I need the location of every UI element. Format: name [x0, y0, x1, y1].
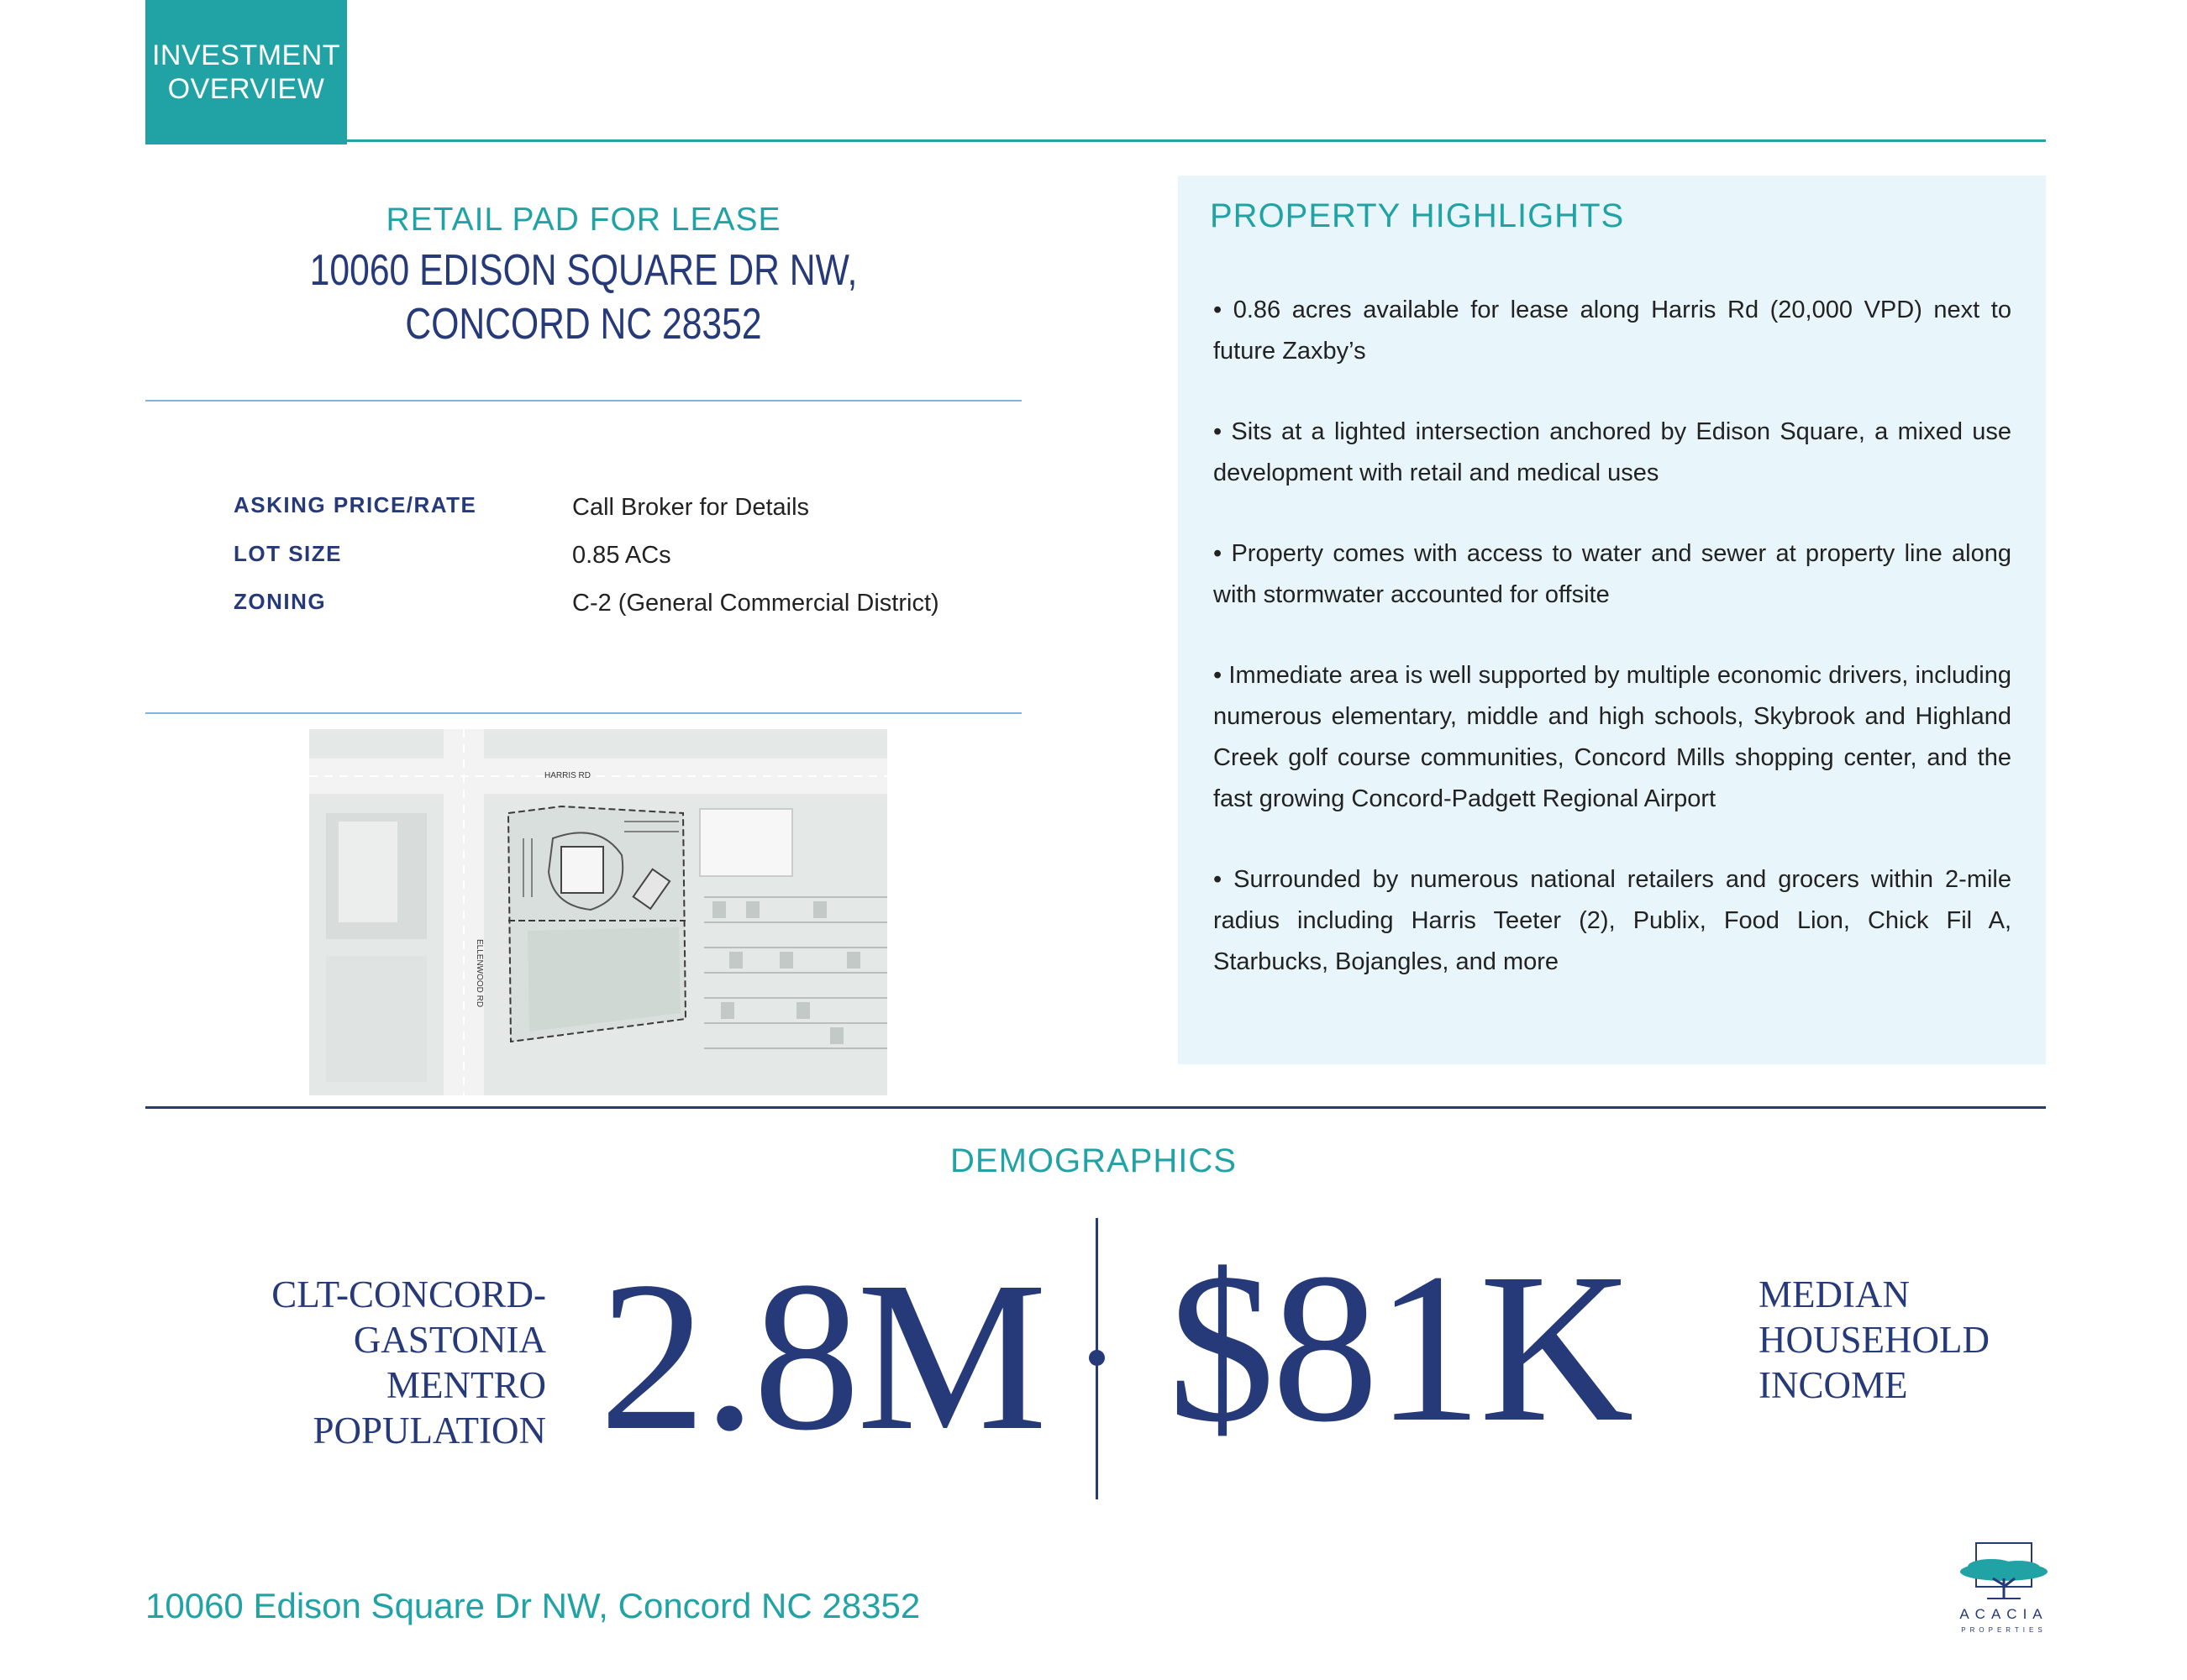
divider-top: [145, 400, 1022, 402]
spec-value-price: Call Broker for Details: [572, 494, 810, 521]
income-value: $81K: [1168, 1230, 1631, 1467]
highlights-list: [1213, 290, 2011, 1022]
population-value: 2.8M: [599, 1238, 1044, 1475]
section-divider: [145, 1106, 2046, 1109]
spec-value-lot-size: 0.85 ACs: [572, 542, 671, 569]
income-label: [1759, 1272, 1990, 1408]
section-tab-line2: OVERVIEW: [167, 73, 325, 105]
road-label-harris: HARRIS RD: [544, 771, 591, 780]
income-label-line: MEDIAN: [1759, 1273, 1910, 1315]
footer-address: 10060 Edison Square Dr NW, Concord NC 28352: [145, 1586, 921, 1625]
road-label-ellenwood: ELLENWOOD RD: [475, 939, 484, 1008]
spec-label-lot-size: LOT SIZE: [234, 541, 342, 566]
highlight-item: • Sits at a lighted intersection anchored by Edison Square, a mixed use development with retail and medical uses: [1213, 418, 2011, 486]
highlights-title: PROPERTY HIGHLIGHTS: [1210, 197, 1625, 234]
site-plan-aerial: [309, 729, 887, 1095]
header-rule: [347, 139, 2046, 142]
population-label-line: MENTRO: [386, 1364, 546, 1406]
section-tab-line1: INVESTMENT: [151, 39, 341, 71]
section-tab: [145, 0, 347, 144]
highlight-item: • Immediate area is well supported by multiple economic drivers, including numerous elementary, middle and high schools, Skybrook and Highland Creek golf course communities, Concord Mills shopping center, and the fast growing Concord-Padgett Regional Airport: [1213, 662, 2011, 812]
stat-divider-dot: [1089, 1350, 1105, 1366]
population-label: [210, 1272, 546, 1453]
proposed-building: [561, 847, 603, 893]
existing-building: [700, 809, 792, 876]
highlight-item: • Property comes with access to water and sewer at property line along with stormwater accounted for offsite: [1213, 540, 2011, 608]
income-label-line: INCOME: [1759, 1364, 1908, 1406]
address-line2: CONCORD NC 28352: [405, 300, 762, 349]
listing-type: RETAIL PAD FOR LEASE: [386, 202, 781, 238]
highlight-item: • 0.86 acres available for lease along Harris Rd (20,000 VPD) next to future Zaxby’s: [1213, 297, 2011, 365]
spec-label-zoning: ZONING: [234, 589, 327, 614]
acacia-logo: [1941, 1541, 2067, 1638]
demographics-title: DEMOGRAPHICS: [950, 1142, 1237, 1179]
spec-value-zoning: C-2 (General Commercial District): [572, 590, 939, 617]
highlight-item: • Surrounded by numerous national retailers and grocers within 2-mile radius including Harris Teeter (2), Publix, Food Lion, Chick Fil A, Starbucks, Bojangles, and more: [1213, 866, 2011, 975]
income-label-line: HOUSEHOLD: [1759, 1319, 1990, 1361]
population-label-line: POPULATION: [313, 1410, 546, 1452]
divider-bottom: [145, 712, 1022, 714]
population-label-line: GASTONIA: [353, 1319, 546, 1361]
spec-label-price: ASKING PRICE/RATE: [234, 492, 477, 517]
population-label-line: CLT-CONCORD-: [271, 1273, 546, 1315]
logo-wordmark: ACACIA: [1959, 1606, 2048, 1622]
address-line1: 10060 EDISON SQUARE DR NW,: [309, 246, 858, 295]
logo-subtitle: PROPERTIES: [1961, 1626, 2047, 1634]
property-address: [224, 244, 943, 351]
